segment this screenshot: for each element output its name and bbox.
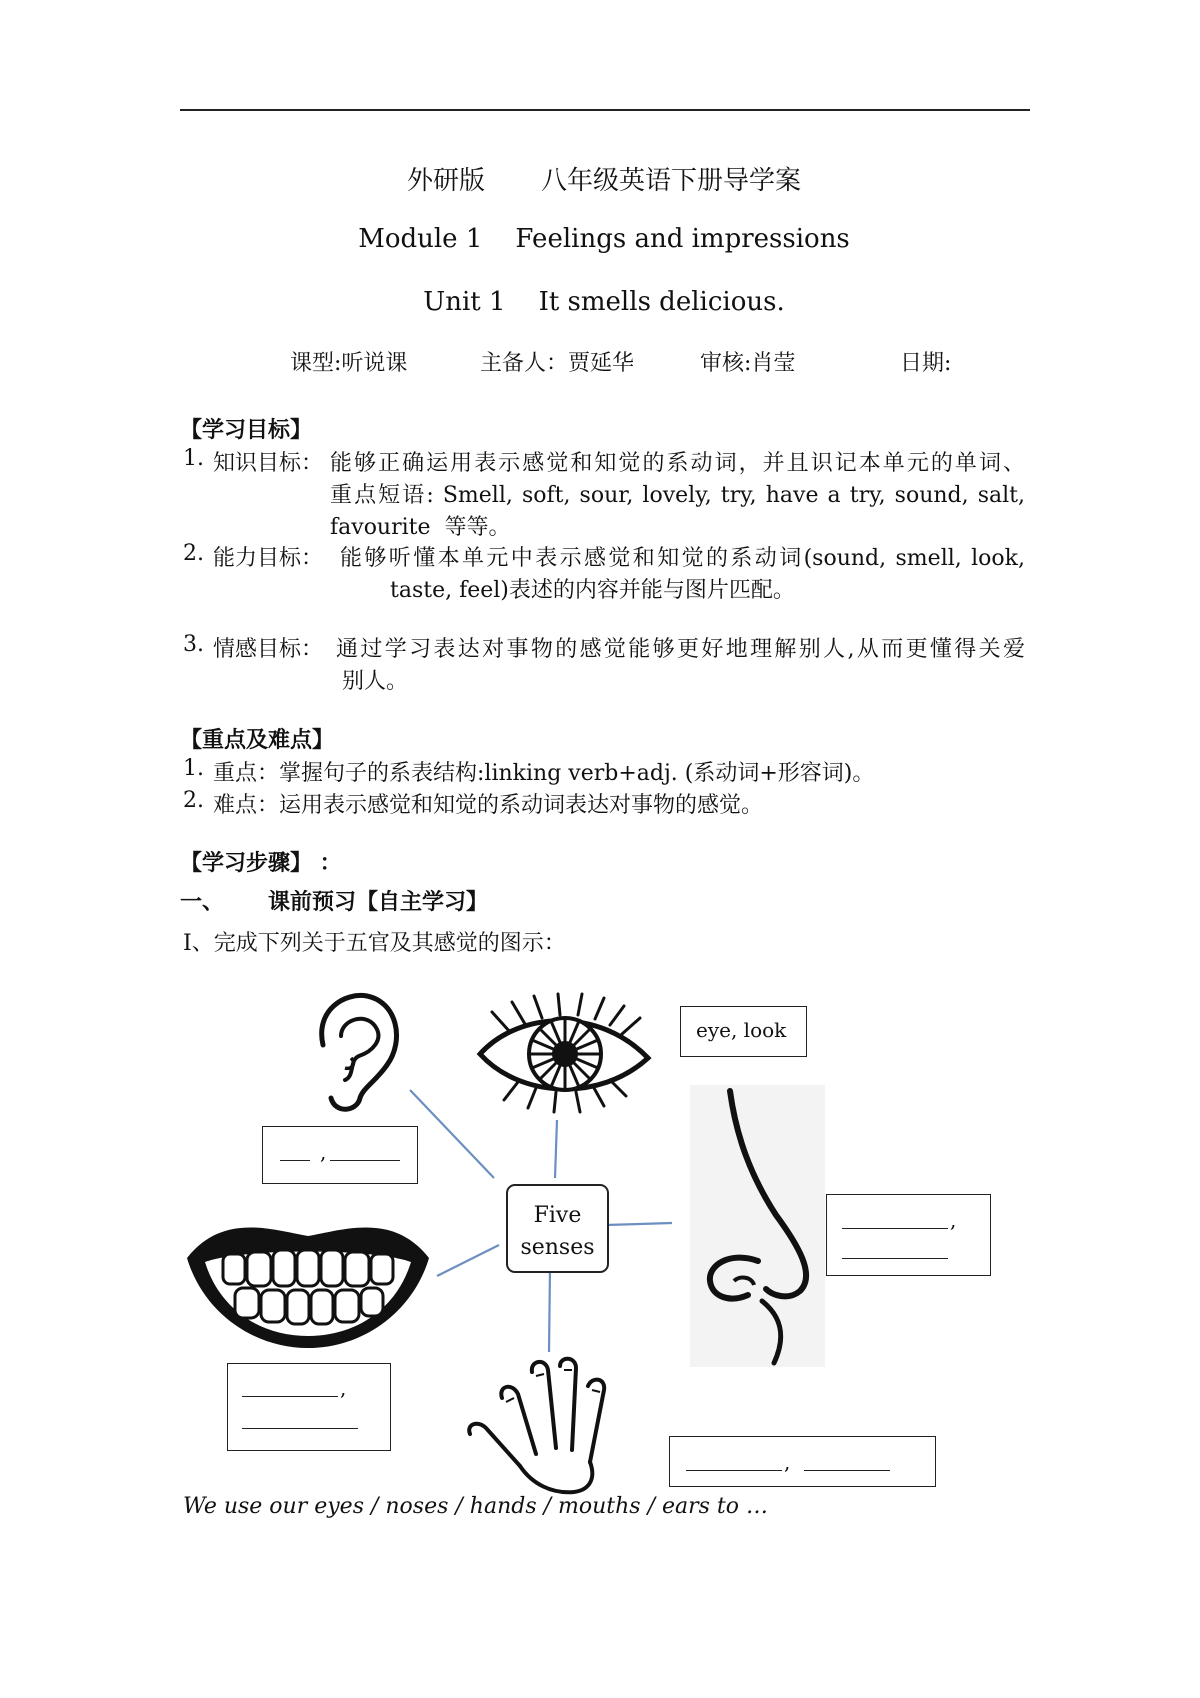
eye-icon xyxy=(470,992,660,1114)
five-senses-box xyxy=(506,1184,609,1273)
nose-blank-1[interactable] xyxy=(842,1228,948,1229)
objective-1-line-1: 能够正确运用表示感觉和知觉的系动词，并且识记本单元的单词、 xyxy=(330,451,1025,476)
mouth-icon xyxy=(183,1212,433,1352)
nose-comma: , xyxy=(950,1208,957,1232)
objective-3-line-2: 别人。 xyxy=(342,669,409,694)
hand-icon xyxy=(462,1358,642,1496)
objective-1-line-3: favourite 等等。 xyxy=(330,515,511,540)
unit-title: Unit 1 It smells delicious. xyxy=(423,287,785,317)
hand-comma: , xyxy=(784,1450,791,1474)
ear-answer-box xyxy=(262,1126,418,1184)
objective-2-label: 能力目标： xyxy=(213,546,324,571)
lesson-type: 课型:听说课 xyxy=(290,351,408,376)
objectives-heading: 【学习目标】 xyxy=(180,418,313,443)
objective-1-label: 知识目标： xyxy=(213,451,324,476)
series-text: 八年级英语下册导学案 xyxy=(541,166,802,196)
keypoint-2-number: 2. xyxy=(183,788,204,813)
hand-blank-2[interactable] xyxy=(804,1470,890,1471)
mouth-blank-1[interactable] xyxy=(242,1396,338,1397)
usage-caption: We use our eyes / noses / hands / mouths / ears to … xyxy=(183,1494,769,1519)
mouth-answer-box xyxy=(227,1363,391,1451)
date-label: 日期: xyxy=(900,351,952,376)
mouth-comma: , xyxy=(340,1376,347,1400)
hand-blank-1[interactable] xyxy=(686,1470,782,1471)
module-title: Module 1 Feelings and impressions xyxy=(358,224,850,254)
nose-icon xyxy=(690,1085,825,1367)
objective-1-number: 1. xyxy=(183,446,204,471)
objective-2-line-1: 能够听懂本单元中表示感觉和知觉的系动词(sound, smell, look, xyxy=(340,546,1025,571)
nose-blank-2[interactable] xyxy=(842,1258,948,1259)
preparer: 主备人：贾延华 xyxy=(480,351,635,376)
steps-heading: 【学习步骤】 ： xyxy=(180,851,342,876)
keypoint-1-text: 重点：掌握句子的系表结构:linking verb+adj. (系动词+形容词)。 xyxy=(213,761,875,786)
nose-answer-box xyxy=(826,1194,991,1276)
objective-3-label: 情感目标： xyxy=(213,637,324,662)
section-title: 课前预习【自主学习】 xyxy=(268,890,489,915)
ear-blank-1[interactable] xyxy=(280,1160,310,1161)
section-number: 一、 xyxy=(180,890,225,915)
keypoint-2-text: 难点：运用表示感觉和知觉的系动词表达对事物的感觉。 xyxy=(213,793,764,818)
objective-2-line-2: taste, feel)表述的内容并能与图片匹配。 xyxy=(390,578,795,603)
eye-answer-text: eye, look xyxy=(696,1018,787,1042)
ear-comma: , xyxy=(320,1140,327,1164)
publisher-text: 外研版 xyxy=(406,166,485,196)
hand-answer-box xyxy=(669,1436,936,1487)
objective-3-line-1: 通过学习表达对事物的感觉能够更好地理解别人,从而更懂得关爱 xyxy=(336,637,1025,662)
five-senses-line-1: Five xyxy=(533,1203,582,1228)
reviewer: 审核:肖莹 xyxy=(700,351,796,376)
objective-2-number: 2. xyxy=(183,541,204,566)
objective-1-line-2: 重点短语: Smell, soft, sour, lovely, try, have a try, sound, salt, xyxy=(330,483,1025,508)
mouth-blank-2[interactable] xyxy=(242,1428,358,1429)
objective-3-number: 3. xyxy=(183,632,204,657)
task-instruction: I、完成下列关于五官及其感觉的图示： xyxy=(183,931,566,956)
keypoint-1-number: 1. xyxy=(183,756,204,781)
five-senses-line-2: senses xyxy=(520,1235,595,1260)
ear-icon xyxy=(305,990,405,1115)
keypoints-heading: 【重点及难点】 xyxy=(180,728,335,753)
ear-blank-2[interactable] xyxy=(330,1160,400,1161)
